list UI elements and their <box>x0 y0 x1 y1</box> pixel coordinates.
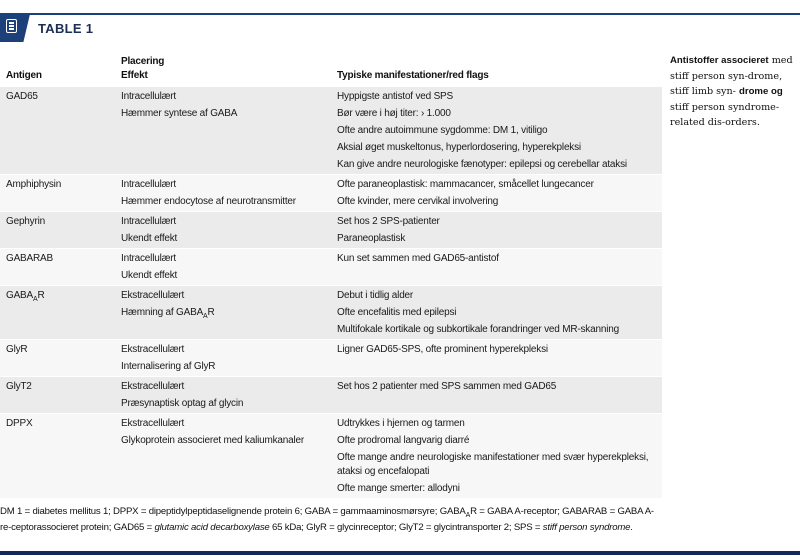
cell-antigen <box>0 340 121 376</box>
cell-effekt <box>121 377 337 413</box>
cell-manifestations <box>337 212 662 248</box>
table-badge <box>0 14 30 42</box>
side-note <box>670 53 798 131</box>
cell-manifestations <box>337 87 662 174</box>
antigen-name: GABARAB <box>6 253 53 264</box>
table-row <box>0 86 662 174</box>
effekt-line: Glykoprotein associeret med kaliumkanaler <box>121 435 304 446</box>
antigen-name: DPPX <box>6 418 33 429</box>
effekt-line: Intracellulært <box>121 253 176 264</box>
cell-antigen <box>0 249 121 285</box>
manifestation-line: Paraneoplastisk <box>337 233 406 244</box>
footnote-italic-2: stiff person syndrome <box>542 522 631 533</box>
cell-antigen <box>0 87 121 174</box>
antibody-table <box>0 54 662 498</box>
manifestation-line: Udtrykkes i hjernen og tarmen <box>337 418 465 429</box>
table-row <box>0 248 662 285</box>
manifestation-line: Kun set sammen med GAD65-antistof <box>337 253 499 264</box>
effekt-line: Ekstracellulært <box>121 381 185 392</box>
effekt-line: Ekstracellulært <box>121 290 185 301</box>
effekt-line: Internalisering af GlyR <box>121 361 216 372</box>
manifestation-line: Ofte andre autoimmune sygdomme: DM 1, vitiligo <box>337 125 548 136</box>
cell-manifestations <box>337 414 662 498</box>
column-header-placering-line2: Effekt <box>121 70 148 81</box>
antigen-name: GAD65 <box>6 91 38 102</box>
manifestation-line: Aksial øget muskeltonus, hyperlordosering, hyperekpleksi <box>337 142 581 153</box>
effekt-line: Ukendt effekt <box>121 270 178 281</box>
antigen-name: GlyT2 <box>6 381 32 392</box>
bottom-rule <box>0 551 800 555</box>
table-row <box>0 413 662 498</box>
effekt-line: Ukendt effekt <box>121 233 178 244</box>
manifestation-line: Ofte paraneoplastisk: mammacancer, småcellet lungecancer <box>337 179 594 190</box>
table-row <box>0 211 662 248</box>
effekt-line: Intracellulært <box>121 179 176 190</box>
footnote-text-3: . <box>630 522 633 533</box>
side-note-text-1: med stiff person syn-drome, stiff limb syn- <box>670 55 793 97</box>
effekt-line: Præsynaptisk optag af glycin <box>121 398 244 409</box>
table-row <box>0 376 662 413</box>
cell-effekt <box>121 87 337 174</box>
top-rule <box>0 13 800 15</box>
antigen-name: Amphiphysin <box>6 179 62 190</box>
table-title: TABLE 1 <box>38 21 94 36</box>
cell-effekt <box>121 286 337 339</box>
column-header-antigen: Antigen <box>6 70 42 81</box>
manifestation-line: Hyppigste antistof ved SPS <box>337 91 453 102</box>
side-note-bold-2: drome og <box>738 86 783 97</box>
antigen-name: GlyR <box>6 344 28 355</box>
effekt-line: Intracellulært <box>121 91 176 102</box>
cell-effekt <box>121 175 337 211</box>
cell-antigen <box>0 212 121 248</box>
manifestation-line: Multifokale kortikale og subkortikale forandringer ved MR-skanning <box>337 324 619 335</box>
table-row <box>0 339 662 376</box>
side-note-bold-1: Antistoffer associeret <box>670 55 769 66</box>
table-row <box>0 174 662 211</box>
effekt-line: Ekstracellulært <box>121 344 185 355</box>
manifestation-line: Set hos 2 SPS-patienter <box>337 216 440 227</box>
table-footnote <box>0 504 662 536</box>
column-header-placering-line1: Placering <box>121 56 165 67</box>
cell-effekt <box>121 414 337 498</box>
cell-effekt <box>121 249 337 285</box>
manifestation-line: Ligner GAD65-SPS, ofte prominent hyperekpleksi <box>337 344 548 355</box>
column-header-manifestations: Typiske manifestationer/red flags <box>337 70 489 81</box>
footnote-text-2: 65 kDa; GlyR = glycinreceptor; GlyT2 = glycintransporter 2; SPS = <box>269 522 543 533</box>
manifestation-line: Set hos 2 patienter med SPS sammen med GAD65 <box>337 381 557 392</box>
manifestation-line: Kan give andre neurologiske fænotyper: epilepsi og cerebellar ataksi <box>337 159 627 170</box>
antigen-name: $GABA_AR$ <box>6 290 45 303</box>
effekt-line: Hæmmer syntese af GABA <box>121 108 238 119</box>
table-body <box>0 86 662 498</box>
antigen-name: Gephyrin <box>6 216 45 227</box>
manifestation-line: Bør være i høj titer: › 1.000 <box>337 108 451 119</box>
column-header-placering <box>121 55 337 83</box>
effekt-line: Hæmning af $GABA_AR$ <box>121 307 215 320</box>
manifestation-line: Ofte mange andre neurologiske manifestationer med svær hyperekpleksi, ataksi og encefalopati <box>337 452 649 477</box>
cell-manifestations <box>337 286 662 339</box>
cell-antigen <box>0 414 121 498</box>
cell-manifestations <box>337 249 662 285</box>
cell-effekt <box>121 212 337 248</box>
document-list-icon <box>6 19 17 33</box>
cell-manifestations <box>337 175 662 211</box>
manifestation-line: Ofte kvinder, mere cervikal involvering <box>337 196 499 207</box>
side-note-text-2: stiff person syndrome-related dis-orders. <box>670 101 780 128</box>
cell-effekt <box>121 340 337 376</box>
effekt-line: Ekstracellulært <box>121 418 185 429</box>
cell-manifestations <box>337 377 662 413</box>
manifestation-line: Ofte mange smerter: allodyni <box>337 483 460 494</box>
footnote-italic-1: glutamic acid decarboxylase <box>154 522 270 533</box>
cell-manifestations <box>337 340 662 376</box>
cell-antigen <box>0 377 121 413</box>
table-header-row <box>0 54 662 86</box>
cell-antigen <box>0 175 121 211</box>
effekt-line: Intracellulært <box>121 216 176 227</box>
footnote-text-1: DM 1 = diabetes mellitus 1; DPPX = dipeptidylpeptidaselignende protein 6; GABA = gammaaminosmørsyre; $GABA_AR$ = GABA A-receptor; GABARAB = GABA A-re-ceptorassocieret protein; GAD65 = <box>0 506 654 533</box>
manifestation-line: Ofte encefalitis med epilepsi <box>337 307 457 318</box>
cell-antigen <box>0 286 121 339</box>
table-row <box>0 285 662 339</box>
manifestation-line: Ofte prodromal langvarig diarré <box>337 435 470 446</box>
manifestation-line: Debut i tidlig alder <box>337 290 414 301</box>
effekt-line: Hæmmer endocytose af neurotransmitter <box>121 196 296 207</box>
